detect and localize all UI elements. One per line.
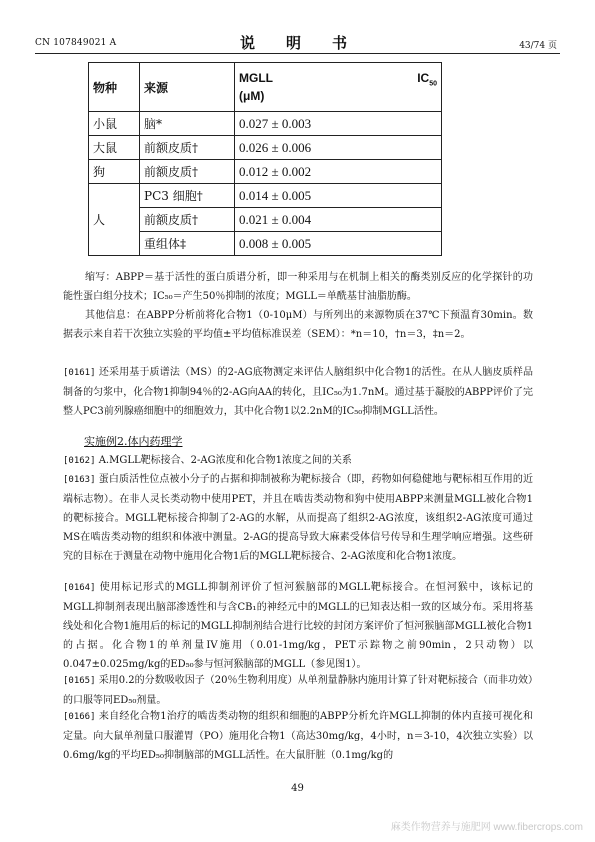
cell-source: 前额皮质† xyxy=(140,208,235,232)
cell-value: 0.008 ± 0.005 xyxy=(235,232,442,256)
paragraph-text: 来自经化合物1治疗的啮齿类动物的组织和细胞的ABPP分析允许MGLL抑制的体内直接可视化和定量。向大鼠单剂量口服灌胃（PO）施用化合物1（高达30mg/kg，4小时，n＝3-10，4次独立实验）以0.6mg/kg的平均ED₅₀抑制脑部的MGLL活性。在大鼠肝脏（0.1mg/kg的 xyxy=(63,711,533,761)
header-divider xyxy=(35,53,560,54)
paragraph-text: 采用0.2的分数吸收因子（20％生物利用度）从单剂量静脉内施用计算了针对靶标接合（而非功效）的口服等同ED₅₀剂量。 xyxy=(63,675,533,706)
cell-value: 0.021 ± 0.004 xyxy=(235,208,442,232)
paragraph-number: [0166] xyxy=(63,712,96,722)
paragraph-number: [0164] xyxy=(63,583,96,593)
paragraph-0165 xyxy=(63,671,533,710)
header-ic50 xyxy=(235,63,442,112)
paragraph-number: [0163] xyxy=(63,475,96,485)
header-species: 物种 xyxy=(89,63,140,112)
paragraph-text: 蛋白质活性位点被小分子的占据和抑制被称为靶标接合（即，药物如何稳健地与靶标相互作用的近端标志物）。在非人灵长类动物中使用PET，并且在啮齿类动物和狗中使用ABPP来测量MGLL被化合物1的靶标接合。MGLL靶标接合抑制了2-AG的水解，从而提高了组织2-AG浓度，该组织2-AG浓度可通过MS在啮齿类动物的组织和体液中测量。2-AG的提高导致大麻素受体信号传导和生理学响应增强。这些研究的目标在于测量在动物中施用化合物1后的MGLL靶标接合、2-AG浓度和化合物1浓度。 xyxy=(63,474,533,562)
cell-species: 人 xyxy=(89,184,140,256)
ic50-table xyxy=(88,62,442,256)
page-reference: 43/74 页 xyxy=(519,41,557,51)
cell-species: 小鼠 xyxy=(89,112,140,136)
paragraph-0166 xyxy=(63,707,533,765)
cell-source: 脑* xyxy=(140,112,235,136)
header-source: 来源 xyxy=(140,63,235,112)
paragraph-text: A.MGLL靶标接合、2-AG浓度和化合物1浓度之间的关系 xyxy=(98,455,352,466)
table-row xyxy=(89,112,442,136)
cell-source: 重组体‡ xyxy=(140,232,235,256)
paragraph-0164 xyxy=(63,578,533,674)
cell-value: 0.014 ± 0.005 xyxy=(235,184,442,208)
paragraph-number: [0162] xyxy=(63,456,96,466)
table-row xyxy=(89,208,442,232)
paragraph-text: 还采用基于质谱法（MS）的2-AG底物测定来评估人脑组织中化合物1的活性。在从人脑皮质样品制备的匀浆中，化合物1抑制94％的2-AG向AA的转化，且IC₅₀为1.7nM。通过基于凝胶的ABPP评价了完整人PC3前列腺癌细胞中的细胞效力，其中化合物1以2.2nM的IC₅₀抑制MGLL活性。 xyxy=(63,367,533,417)
table-row xyxy=(89,136,442,160)
header-ic-sub: 50 xyxy=(429,80,437,88)
cell-value: 0.026 ± 0.006 xyxy=(235,136,442,160)
paragraph-0162 xyxy=(63,451,533,471)
header-ic-unit: (μM) xyxy=(239,89,265,103)
section-heading: 实施例2.体内药理学 xyxy=(84,435,183,448)
document-title: 说 明 书 xyxy=(239,34,355,52)
document-id: CN 107849021 A xyxy=(35,38,117,48)
paragraph-text: 使用标记形式的MGLL抑制剂评价了恒河猴脑部的MGLL靶标接合。在恒河猴中，该标记的MGLL抑制剂表现出脑部渗透性和与含CB₁的神经元中的MGLL的已知表达相一致的区域分布。采用将基线处和化合物1施用后的标记的MGLL抑制剂结合进行比较的封闭方案评价了恒河猴脑部MGLL被化合物1的占据。化合物1的单剂量IV施用（0.01-1mg/kg，PET示踪物之前90min，2只动物）以0.047±0.025mg/kg的ED₅₀参与恒河猴脑部的MGLL（参见图1）。 xyxy=(63,582,533,670)
cell-species: 大鼠 xyxy=(89,136,140,160)
table-header-row xyxy=(89,63,442,112)
paragraph-0163 xyxy=(63,470,533,566)
page-number: 49 xyxy=(291,783,304,794)
table-row xyxy=(89,160,442,184)
abbreviation-note: 缩写：ABPP＝基于活性的蛋白质谱分析，即一种采用与在机制上相关的酶类别反应的化学探针的功能性蛋白组分技术；IC₅₀＝产生50％抑制的浓度；MGLL＝单酰基甘油脂肪酶。 xyxy=(63,272,533,302)
cell-value: 0.012 ± 0.002 xyxy=(235,160,442,184)
header-ic-left: MGLL xyxy=(239,71,273,85)
table-row xyxy=(89,232,442,256)
cell-source: 前额皮质† xyxy=(140,160,235,184)
paragraph-0161 xyxy=(63,363,533,421)
cell-species: 狗 xyxy=(89,160,140,184)
watermark: 麻类作物营养与施肥网 www.fibercrops.com xyxy=(390,822,583,833)
other-info-note: 其他信息：在ABPP分析前将化合物1（0-10μM）与所列出的来源物质在37℃下预温育30min。数据表示来自若干次独立实验的平均值±平均值标准误差（SEM）：*n＝10，†n＝3，‡n＝2。 xyxy=(63,310,533,340)
cell-source: 前额皮质† xyxy=(140,136,235,160)
paragraph-number: [0165] xyxy=(63,676,96,686)
paragraph-number: [0161] xyxy=(63,368,96,378)
cell-source: PC3 细胞† xyxy=(140,184,235,208)
header-ic-right: IC xyxy=(417,71,430,85)
table-row xyxy=(89,184,442,208)
cell-value: 0.027 ± 0.003 xyxy=(235,112,442,136)
